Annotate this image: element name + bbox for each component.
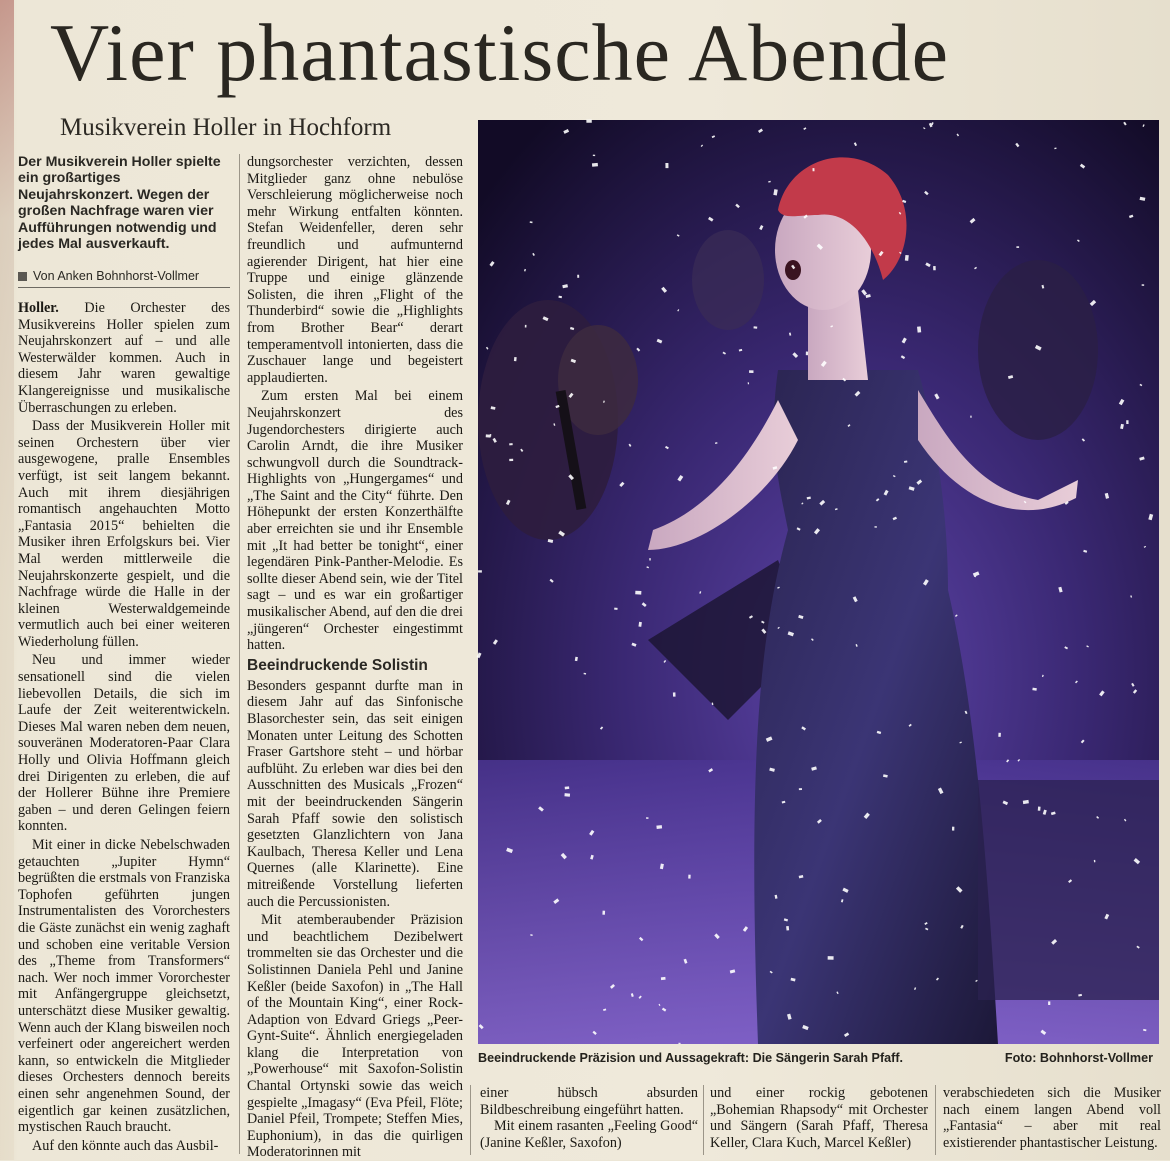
byline-rule [18, 287, 230, 288]
confetti-flake [490, 434, 492, 437]
concert-photo [478, 120, 1159, 1044]
confetti-flake [1126, 420, 1128, 424]
confetti-flake [749, 370, 753, 373]
confetti-flake [1048, 1001, 1050, 1005]
confetti-flake [656, 825, 662, 829]
confetti-flake [514, 357, 517, 361]
confetti-flake [1142, 284, 1145, 286]
confetti-flake [592, 163, 598, 167]
confetti-flake [952, 827, 954, 831]
musician-silhouette-left-3 [692, 230, 764, 330]
confetti-flake [635, 591, 641, 595]
confetti-flake [509, 443, 513, 445]
paragraph: dungsorchester verzichten, dessen Mitglieder ganz ohne nebulöse Verschleierung möglicherweise noch mehr Wirkung entfalten könnten. Stefan Weidenfeller, deren sehr freundlich und aufmunternd agierender Dirigent, hat hier eine Truppe und einige glänzende Solisten, die ihren „Flight of the Thunderbird“ sowie die „Highlights from Brother Bear“ derart temperamentvoll intonierten, dass die Zuschauer lange und begeistert applaudierten. [247, 154, 463, 386]
confetti-flake [905, 255, 909, 261]
article-subheadline: Musikverein Holler in Hochform [60, 114, 392, 141]
concert-photo-illustration [478, 120, 1159, 1044]
confetti-flake [509, 459, 513, 461]
photo-caption [478, 1049, 1159, 1067]
confetti-flake [577, 275, 579, 278]
article-byline [18, 268, 230, 286]
confetti-flake [813, 168, 815, 171]
paragraph: Auf den könnte auch das Ausbil- [32, 1137, 219, 1154]
paragraph: Neu und immer wieder sensationell sind die vielen liebevollen Details, die sich im Laufe der Zeit weiterentwickeln. Dieses Mal waren neben dem neuen, souveränen Moderatoren-Paar Clara Holly und Olivia Hoffmann gleich drei Dirigenten zu erleben, die auf der Hollerer Bühne ihre Premiere gaben – und deren Gelingen feiern konnten. [18, 652, 230, 835]
confetti-flake [478, 570, 482, 572]
confetti-flake [917, 326, 921, 332]
confetti-flake [565, 786, 570, 789]
byline-text: Von Anken Bohnhorst-Vollmer [33, 269, 200, 283]
confetti-flake [586, 120, 591, 123]
confetti-flake [1038, 806, 1041, 810]
confetti-flake [525, 325, 527, 328]
confetti-flake [673, 692, 676, 696]
text-column-2 [247, 154, 463, 1161]
section-heading: Beeindruckende Solistin [247, 656, 428, 674]
confetti-flake [661, 977, 666, 980]
paragraph-text: Die Orchester des Musikvereins Holler spielen zum Neujahrskonzert auf – und alle Westerwälder kommen. Auch in diesem Jahr waren gewaltige Klangereignisse und musikalische Überraschungen zu erleben. [18, 300, 230, 416]
paragraph: verabschiedeten sich die Musiker nach einem langen Abend voll „Fantasia“ – aber mit real existierender phantastischer Leistung. [943, 1085, 1161, 1151]
confetti-flake [1094, 860, 1096, 862]
byline-square-icon [18, 272, 27, 281]
confetti-flake [828, 956, 834, 960]
musician-silhouette-right [978, 260, 1098, 440]
confetti-flake [614, 608, 617, 610]
confetti-flake [933, 266, 936, 270]
dateline: Holler. [18, 300, 59, 316]
article-headline: Vier phantastische Abende [50, 7, 950, 98]
paragraph: Besonders gespannt durfte man in diesem Jahr auf das Sinfonische Blasorchester sein, das seit einigen Monaten unter Leitung des Schotten Fraser Gartshore steht – und hörbar aufblüht. Zu erleben war dies bei den Ausschnitten des Musicals „Frozen“ mit der beeindruckenden Sängerin Sarah Pfaff sowie den solistisch gesetzten Glanzlichtern von Jana Kaulbach, Theresa Keller und Lena Quernes (alle Klarinette). Eine mitreißende Vorstellung lieferten auch die Percussionisten. [247, 677, 463, 910]
paragraph [18, 300, 230, 416]
confetti-flake [753, 326, 757, 328]
confetti-flake [649, 558, 650, 560]
adjacent-page-edge [0, 0, 14, 1160]
text-column-4 [710, 1085, 928, 1157]
text-column-1 [18, 300, 230, 1160]
paragraph: Dass der Musikverein Holler mit seinen Orchestern über vier ausgewogene, pralle Ensembles verfügt, ist seit langem bekannt. Auch mit ihrem diesjährigen romantisch angehauchten Motto „Fantasia 2015“ behielten die Musiker ihren Erfolgskurs bei. Vier Mal werden mittlerweile die Neujahrskonzerte gespielt, und die Nachfrage würde die Halle in der kleinen Westerwaldgemeinde vermutlich auch bei einer weiteren Wiederholung füllen. [18, 418, 230, 650]
confetti-flake [786, 926, 789, 931]
column-divider [239, 154, 240, 1154]
confetti-flake [646, 817, 648, 819]
column-divider [703, 1085, 704, 1155]
text-column-5 [943, 1085, 1161, 1157]
confetti-flake [564, 793, 570, 797]
confetti-flake [1016, 246, 1019, 248]
confetti-flake [678, 1043, 680, 1044]
confetti-flake [593, 155, 595, 157]
stage-platform [978, 780, 1159, 1000]
confetti-flake [874, 526, 876, 527]
paragraph: einer hübsch absurden Bildbeschreibung eingeführt hatten. [480, 1085, 698, 1118]
singer-mouth [785, 260, 801, 280]
paragraph: Zum ersten Mal bei einem Neujahrskonzert des Jugendorchesters dirigierte auch Carolin Arndt, die ihre Musiker schwungvoll durch die Soundtrack-Highlights von „Hungergames“ und „The Saint and the City“ führte. Den Höhepunkt der ersten Konzerthälfte aber erreichten sie und ihr Ensemble mit „It had better be tonight“, einer legendären Pink-Panther-Melodie. Es sollte dieser Abend sein, wie der Titel sagt – und es war ein großartiger musikalischer Abend, auf den die drei „jüngeren“ Orchester eingestimmt hatten. [247, 388, 463, 654]
confetti-flake [665, 163, 668, 168]
photo-credit: Foto: Bohnhorst-Vollmer [1004, 1051, 1153, 1065]
confetti-flake [970, 416, 971, 418]
confetti-flake [602, 911, 605, 915]
confetti-flake [998, 733, 1001, 737]
column-divider [935, 1085, 936, 1155]
paragraph: Mit atemberaubender Präzision und beachtlichem Dezibelwert trommelten sie das Orchester und die Solistinnen Daniela Pehl und Janine Keßler (beide Saxofon) in „The Hall of the Mountain King“, einer Rock-Adaption von Edvard Griegs „Peer-Gynt-Suite“. Ähnlich energiegeladen klang die Interpretation von „Powerhouse“ mit Saxofon-Solistin Chantal Ortynski sowie das weich gespielte „Imagasy“ (Eva Pfeil, Flöte; Daniel Pfeil, Trompete; Steffen Mies, Euphonium), in das die quirligen Moderatorinnen mit [247, 912, 463, 1161]
text-column-3 [480, 1085, 698, 1157]
column-divider [470, 1085, 471, 1155]
confetti-flake [799, 788, 802, 790]
article-lead: Der Musikverein Holler spielte ein großartiges Neujahrskonzert. Wegen der großen Nachfrage waren vier Aufführungen notwendig und jedes Mal ausverkauft. [18, 154, 221, 253]
paragraph: Mit einem rasanten „Feeling Good“ (Janine Keßler, Saxofon) [480, 1118, 698, 1151]
confetti-flake [688, 875, 690, 879]
paragraph: Mit einer in dicke Nebelschwaden getauchten „Jupiter Hymn“ begrüßten die erstmals von Franziska Tophofen geführten jungen Instrumentalisten des Vororchesters die Gäste zunächst ein wenig zaghaft und schoben eine veritable Version des „Theme from Transformers“ nach. Wer noch immer Vororchester mit Anfängergruppe gleichsetzt, unterschätzt diese Musiker gewaltig. Wenn auch der Klang bisweilen noch verfeinert oder angereichert werden kann, so entwickeln die Mitglieder dieses Orchesters dennoch bereits einen sehr angenehmen Sound, der eigentlich gar keinen zusätzlichen, mystischen Rauch braucht. [18, 837, 230, 1136]
confetti-flake [806, 352, 808, 356]
caption-text: Beeindruckende Präzision und Aussagekraft: Die Sängerin Sarah Pfaff. [478, 1051, 904, 1065]
paragraph: und einer rockig gebotenen „Bohemian Rhapsody“ mit Orchester und Sängern (Sarah Pfaff, Theresa Keller, Clara Kuch, Marcel Keßler) [710, 1085, 928, 1151]
